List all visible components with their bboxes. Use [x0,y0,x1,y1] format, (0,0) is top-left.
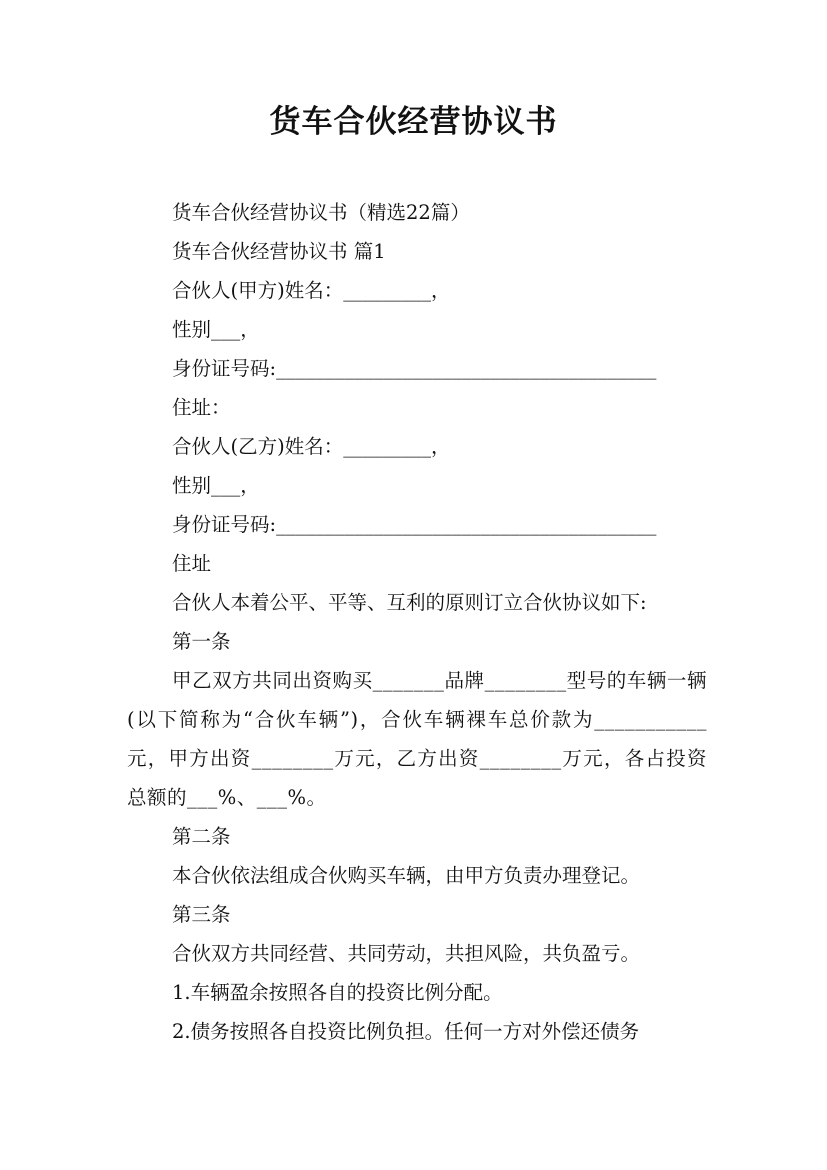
agreement-intro: 合伙人本着公平、平等、互利的原则订立合伙协议如下: [172,591,647,614]
paragraph-subtitle: 货车合伙经营协议书（精选22篇） [172,201,470,224]
article-2-text: 本合伙依法组成合伙购买车辆，由甲方负责办理登记。 [172,864,641,887]
paragraph-section-heading: 货车合伙经营协议书 篇1 [172,240,386,263]
article-3-item-2: 2.债务按照各自投资比例负担。任何一方对外偿还债务 [172,1020,640,1043]
party-b-address-line: 住址 [172,552,212,575]
party-b-id-line: 身份证号码:_______________________________________ [172,513,657,536]
party-b-name-line: 合伙人(乙方)姓名：_________， [172,435,451,458]
article-2-heading: 第二条 [172,825,231,848]
article-1-heading: 第一条 [172,630,231,653]
article-1-text: 甲乙双方共同出资购买_______品牌________型号的车辆一辆(以下简称为“合伙车辆”)，合伙车辆裸车总价款为___________元，甲方出资________万元，乙方出资________万元，各占投资总额的___%、___%。 [127,669,707,809]
party-a-gender-line: 性别___， [172,318,260,341]
party-b-gender-line: 性别___， [172,474,260,497]
party-a-address-line: 住址： [172,396,231,419]
party-a-name-line: 合伙人(甲方)姓名：_________， [172,279,451,302]
article-3-item-1: 1.车辆盈余按照各自的投资比例分配。 [172,981,503,1004]
document-body [127,193,707,1051]
document-title: 货车合伙经营协议书 [269,104,558,140]
party-a-id-line: 身份证号码:_______________________________________ [172,357,657,380]
article-1-paragraph [127,661,707,817]
article-3-text: 合伙双方共同经营、共同劳动，共担风险，共负盈亏。 [172,942,641,965]
article-3-heading: 第三条 [172,903,231,926]
